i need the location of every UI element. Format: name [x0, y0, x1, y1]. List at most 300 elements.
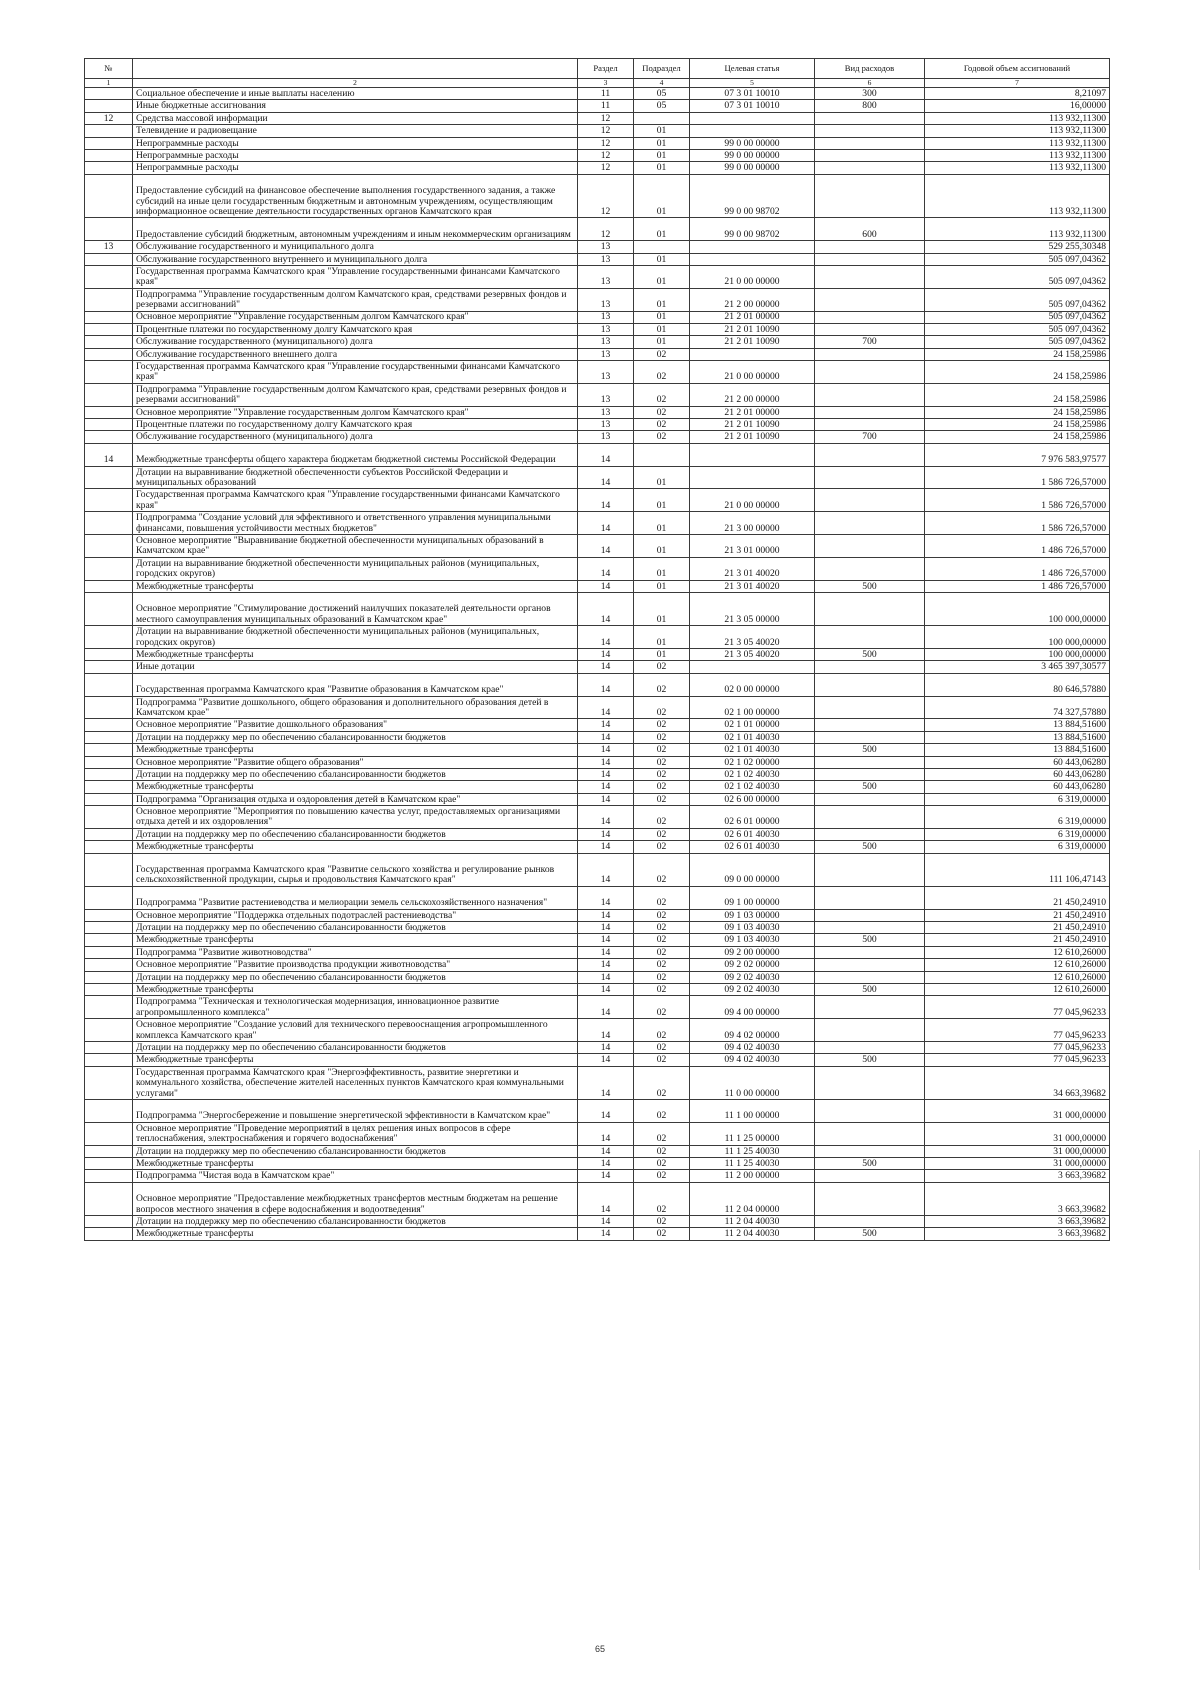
row-section: 14 [578, 909, 634, 921]
row-subsection: 01 [634, 125, 690, 137]
row-amount: 505 097,04362 [925, 288, 1110, 311]
table-row [85, 323, 1110, 335]
row-amount: 6 319,00000 [925, 828, 1110, 840]
row-target: 02 6 00 00000 [690, 793, 815, 805]
row-amount: 6 319,00000 [925, 793, 1110, 805]
row-subsection: 01 [634, 174, 690, 218]
row-exptype [815, 971, 925, 983]
row-section: 14 [578, 886, 634, 909]
row-section: 14 [578, 806, 634, 829]
row-target: 21 2 01 00000 [690, 311, 815, 323]
table-row [85, 1145, 1110, 1157]
row-name: Межбюджетные трансферты [133, 648, 578, 660]
row-section: 13 [578, 288, 634, 311]
header-index: 4 [634, 79, 690, 88]
row-exptype [815, 946, 925, 958]
row-section: 13 [578, 336, 634, 348]
row-target: 21 2 01 10090 [690, 323, 815, 335]
row-target [690, 253, 815, 265]
row-subsection: 02 [634, 661, 690, 673]
row-target: 09 2 02 00000 [690, 959, 815, 971]
row-section: 14 [578, 1228, 634, 1240]
row-target: 11 2 00 00000 [690, 1170, 815, 1182]
row-number [85, 996, 133, 1019]
row-target: 02 1 01 40030 [690, 744, 815, 756]
row-exptype [815, 673, 925, 696]
header-index: 5 [690, 79, 815, 88]
row-exptype: 500 [815, 648, 925, 660]
row-target: 09 1 00 00000 [690, 886, 815, 909]
row-target: 21 3 05 40020 [690, 626, 815, 649]
row-amount: 3 663,39682 [925, 1170, 1110, 1182]
table-row [85, 1228, 1110, 1240]
row-exptype [815, 311, 925, 323]
row-section: 14 [578, 756, 634, 768]
row-target: 09 1 03 40030 [690, 934, 815, 946]
row-exptype [815, 466, 925, 489]
row-amount: 1 586 726,57000 [925, 466, 1110, 489]
row-amount: 505 097,04362 [925, 253, 1110, 265]
row-exptype: 500 [815, 1054, 925, 1066]
row-target: 11 2 04 00000 [690, 1182, 815, 1215]
table-row [85, 288, 1110, 311]
row-section: 12 [578, 112, 634, 124]
table-row [85, 125, 1110, 137]
table-row [85, 959, 1110, 971]
row-exptype [815, 241, 925, 253]
row-number [85, 971, 133, 983]
row-number [85, 886, 133, 909]
table-row [85, 996, 1110, 1019]
row-number [85, 806, 133, 829]
row-subsection: 05 [634, 100, 690, 112]
row-target: 02 1 01 00000 [690, 719, 815, 731]
row-exptype [815, 162, 925, 174]
row-exptype [815, 406, 925, 418]
row-number [85, 828, 133, 840]
table-row [85, 781, 1110, 793]
row-amount: 13 884,51600 [925, 744, 1110, 756]
row-name: Государственная программа Камчатского края "Развитие сельского хозяйства и регулирование рынков сельскохозяйственной продукции, сырья и продовольствия Камчатского края" [133, 853, 578, 886]
row-target: 21 3 05 00000 [690, 593, 815, 626]
row-target [690, 348, 815, 360]
row-number [85, 1066, 133, 1099]
row-name: Дотации на поддержку мер по обеспечению сбалансированности бюджетов [133, 922, 578, 934]
row-section: 14 [578, 793, 634, 805]
row-amount: 77 045,96233 [925, 1041, 1110, 1053]
row-amount: 24 158,25986 [925, 431, 1110, 443]
row-target: 21 3 01 40020 [690, 557, 815, 580]
row-subsection: 01 [634, 265, 690, 288]
row-name: Предоставление субсидий бюджетным, автономным учреждениям и иным некоммерческим организациям [133, 218, 578, 241]
row-subsection: 02 [634, 1182, 690, 1215]
table-row [85, 922, 1110, 934]
row-section: 14 [578, 696, 634, 719]
row-subsection: 02 [634, 996, 690, 1019]
row-section: 14 [578, 535, 634, 558]
row-number [85, 673, 133, 696]
row-name: Дотации на поддержку мер по обеспечению сбалансированности бюджетов [133, 971, 578, 983]
row-exptype [815, 149, 925, 161]
table-row [85, 162, 1110, 174]
row-subsection: 02 [634, 756, 690, 768]
row-target: 02 1 02 00000 [690, 756, 815, 768]
table-row [85, 1066, 1110, 1099]
row-target: 21 2 01 10090 [690, 431, 815, 443]
row-section: 14 [578, 1019, 634, 1042]
table-row [85, 853, 1110, 886]
row-subsection: 02 [634, 431, 690, 443]
row-name: Основное мероприятие "Проведение мероприятий в целях решения иных вопросов в сфере теплоснабжения, электроснабжения и горячего водоснабжения" [133, 1122, 578, 1145]
row-exptype: 500 [815, 580, 925, 592]
row-name: Телевидение и радиовещание [133, 125, 578, 137]
row-name: Дотации на поддержку мер по обеспечению сбалансированности бюджетов [133, 1041, 578, 1053]
row-target: 09 2 02 40030 [690, 984, 815, 996]
row-section: 13 [578, 431, 634, 443]
row-section: 14 [578, 648, 634, 660]
table-row [85, 1019, 1110, 1042]
table-row [85, 580, 1110, 592]
row-amount: 24 158,25986 [925, 419, 1110, 431]
row-section: 13 [578, 348, 634, 360]
row-name: Дотации на выравнивание бюджетной обеспеченности муниципальных районов (муниципальных, городских округов) [133, 626, 578, 649]
row-target: 07 3 01 10010 [690, 88, 815, 100]
row-number [85, 336, 133, 348]
row-amount: 100 000,00000 [925, 593, 1110, 626]
row-number [85, 1054, 133, 1066]
row-amount: 12 610,26000 [925, 959, 1110, 971]
row-name: Обслуживание государственного (муниципального) долга [133, 431, 578, 443]
row-exptype: 500 [815, 841, 925, 853]
row-section: 14 [578, 466, 634, 489]
row-subsection: 01 [634, 162, 690, 174]
row-target: 21 2 00 00000 [690, 383, 815, 406]
row-name: Подпрограмма "Развитие дошкольного, общего образования и дополнительного образования детей в Камчатском крае" [133, 696, 578, 719]
row-exptype [815, 661, 925, 673]
row-target: 11 1 25 00000 [690, 1122, 815, 1145]
table-row [85, 768, 1110, 780]
row-name: Дотации на выравнивание бюджетной обеспеченности муниципальных районов (муниципальных, городских округов) [133, 557, 578, 580]
row-amount: 24 158,25986 [925, 361, 1110, 384]
table-row [85, 946, 1110, 958]
row-amount: 505 097,04362 [925, 265, 1110, 288]
row-subsection: 02 [634, 1157, 690, 1169]
row-name: Подпрограмма "Управление государственным долгом Камчатского края, средствами резервных фондов и резервами ассигнований" [133, 288, 578, 311]
row-name: Процентные платежи по государственному долгу Камчатского края [133, 419, 578, 431]
row-number [85, 1019, 133, 1042]
row-subsection: 02 [634, 909, 690, 921]
table-row [85, 265, 1110, 288]
table-row [85, 828, 1110, 840]
row-section: 14 [578, 1145, 634, 1157]
row-amount: 505 097,04362 [925, 323, 1110, 335]
row-name: Государственная программа Камчатского края "Управление государственными финансами Камчатского края" [133, 361, 578, 384]
row-section: 14 [578, 996, 634, 1019]
row-name: Социальное обеспечение и иные выплаты населению [133, 88, 578, 100]
table-row [85, 112, 1110, 124]
row-subsection: 01 [634, 593, 690, 626]
budget-table [84, 58, 1110, 1241]
table-row [85, 806, 1110, 829]
row-name: Основное мероприятие "Развитие производства продукции животноводства" [133, 959, 578, 971]
row-amount: 31 000,00000 [925, 1122, 1110, 1145]
row-number [85, 909, 133, 921]
row-section: 14 [578, 661, 634, 673]
row-amount: 113 932,11300 [925, 112, 1110, 124]
row-exptype [815, 1019, 925, 1042]
row-number [85, 489, 133, 512]
row-exptype [815, 348, 925, 360]
row-section: 13 [578, 241, 634, 253]
table-row [85, 557, 1110, 580]
table-row [85, 149, 1110, 161]
row-name: Межбюджетные трансферты общего характера бюджетам бюджетной системы Российской Федерации [133, 443, 578, 466]
table-row [85, 1122, 1110, 1145]
row-section: 14 [578, 580, 634, 592]
row-amount: 113 932,11300 [925, 162, 1110, 174]
row-amount: 21 450,24910 [925, 886, 1110, 909]
row-amount: 3 663,39682 [925, 1182, 1110, 1215]
row-subsection: 01 [634, 137, 690, 149]
row-amount: 505 097,04362 [925, 336, 1110, 348]
row-name: Обслуживание государственного (муниципального) долга [133, 336, 578, 348]
row-amount: 1 486 726,57000 [925, 535, 1110, 558]
row-amount: 24 158,25986 [925, 348, 1110, 360]
row-subsection: 02 [634, 1041, 690, 1053]
row-section: 14 [578, 1122, 634, 1145]
row-name: Межбюджетные трансферты [133, 744, 578, 756]
row-name: Государственная программа Камчатского края "Развитие образования в Камчатском крае" [133, 673, 578, 696]
row-number [85, 535, 133, 558]
row-target: 09 4 00 00000 [690, 996, 815, 1019]
table-row [85, 489, 1110, 512]
row-name: Дотации на поддержку мер по обеспечению сбалансированности бюджетов [133, 1145, 578, 1157]
row-subsection: 01 [634, 580, 690, 592]
row-target: 11 1 00 00000 [690, 1099, 815, 1122]
row-exptype [815, 288, 925, 311]
row-number: 14 [85, 443, 133, 466]
row-target: 11 2 04 40030 [690, 1228, 815, 1240]
row-name: Обслуживание государственного внутреннего и муниципального долга [133, 253, 578, 265]
row-exptype: 500 [815, 984, 925, 996]
row-exptype [815, 125, 925, 137]
row-amount: 12 610,26000 [925, 971, 1110, 983]
row-target: 21 0 00 00000 [690, 265, 815, 288]
row-section: 14 [578, 593, 634, 626]
table-row [85, 241, 1110, 253]
table-row [85, 696, 1110, 719]
row-target: 09 2 00 00000 [690, 946, 815, 958]
table-row [85, 1054, 1110, 1066]
row-subsection: 02 [634, 971, 690, 983]
table-row [85, 756, 1110, 768]
row-target [690, 125, 815, 137]
row-number [85, 922, 133, 934]
header-index: 2 [133, 79, 578, 88]
row-subsection [634, 241, 690, 253]
row-amount: 77 045,96233 [925, 1019, 1110, 1042]
row-exptype [815, 806, 925, 829]
row-number [85, 431, 133, 443]
row-number [85, 744, 133, 756]
table-row [85, 218, 1110, 241]
row-name: Обслуживание государственного внешнего долга [133, 348, 578, 360]
row-number [85, 1122, 133, 1145]
row-exptype [815, 1099, 925, 1122]
row-number [85, 841, 133, 853]
row-exptype [815, 1145, 925, 1157]
row-exptype [815, 1215, 925, 1227]
row-amount: 31 000,00000 [925, 1157, 1110, 1169]
row-number: 12 [85, 112, 133, 124]
row-subsection: 01 [634, 149, 690, 161]
row-section: 14 [578, 828, 634, 840]
row-name: Основное мероприятие "Развитие дошкольного образования" [133, 719, 578, 731]
row-subsection: 02 [634, 419, 690, 431]
row-section: 14 [578, 781, 634, 793]
table-row [85, 626, 1110, 649]
row-target: 99 0 00 00000 [690, 149, 815, 161]
row-exptype [815, 626, 925, 649]
row-amount: 100 000,00000 [925, 626, 1110, 649]
row-number [85, 731, 133, 743]
row-number [85, 311, 133, 323]
row-subsection: 02 [634, 768, 690, 780]
row-subsection: 02 [634, 781, 690, 793]
row-subsection: 02 [634, 828, 690, 840]
row-amount: 529 255,30348 [925, 241, 1110, 253]
header-index-row [85, 79, 1110, 88]
row-name: Подпрограмма "Энергосбережение и повышение энергетической эффективности в Камчатском крае" [133, 1099, 578, 1122]
header-amount: Годовой объем ассигнований [925, 59, 1110, 79]
row-name: Межбюджетные трансферты [133, 781, 578, 793]
row-number [85, 361, 133, 384]
row-target [690, 661, 815, 673]
row-exptype [815, 112, 925, 124]
table-row [85, 909, 1110, 921]
row-exptype: 500 [815, 1228, 925, 1240]
table-row [85, 719, 1110, 731]
row-exptype [815, 886, 925, 909]
row-exptype: 500 [815, 781, 925, 793]
row-target: 02 1 02 40030 [690, 781, 815, 793]
row-exptype [815, 383, 925, 406]
row-section: 13 [578, 406, 634, 418]
row-target: 02 6 01 40030 [690, 841, 815, 853]
row-amount: 6 319,00000 [925, 806, 1110, 829]
row-exptype [815, 1066, 925, 1099]
row-target: 09 4 02 40030 [690, 1041, 815, 1053]
row-subsection: 01 [634, 512, 690, 535]
row-amount: 12 610,26000 [925, 984, 1110, 996]
table-row [85, 361, 1110, 384]
row-amount: 7 976 583,97577 [925, 443, 1110, 466]
row-exptype [815, 1041, 925, 1053]
row-target [690, 443, 815, 466]
row-subsection: 02 [634, 1019, 690, 1042]
row-amount: 13 884,51600 [925, 731, 1110, 743]
row-subsection: 02 [634, 1145, 690, 1157]
row-target: 11 1 25 40030 [690, 1145, 815, 1157]
table-row [85, 88, 1110, 100]
row-exptype [815, 1122, 925, 1145]
row-target: 21 3 05 40020 [690, 648, 815, 660]
row-amount: 6 319,00000 [925, 841, 1110, 853]
row-subsection: 02 [634, 1099, 690, 1122]
row-subsection: 02 [634, 673, 690, 696]
row-amount: 31 000,00000 [925, 1145, 1110, 1157]
row-subsection: 01 [634, 466, 690, 489]
row-section: 14 [578, 512, 634, 535]
header-index: 7 [925, 79, 1110, 88]
row-amount: 1 586 726,57000 [925, 489, 1110, 512]
table-row [85, 137, 1110, 149]
row-subsection [634, 112, 690, 124]
row-subsection: 02 [634, 731, 690, 743]
row-number [85, 88, 133, 100]
row-name: Государственная программа Камчатского края "Управление государственными финансами Камчатского края" [133, 265, 578, 288]
row-number [85, 348, 133, 360]
row-section: 14 [578, 1182, 634, 1215]
row-number [85, 853, 133, 886]
header-row [85, 59, 1110, 79]
row-exptype [815, 361, 925, 384]
row-subsection: 02 [634, 1215, 690, 1227]
row-target: 21 2 00 00000 [690, 288, 815, 311]
row-number [85, 162, 133, 174]
row-target: 02 1 00 00000 [690, 696, 815, 719]
table-row [85, 348, 1110, 360]
row-section: 14 [578, 922, 634, 934]
table-row [85, 253, 1110, 265]
table-row [85, 535, 1110, 558]
row-section: 14 [578, 1157, 634, 1169]
row-exptype [815, 593, 925, 626]
table-row [85, 174, 1110, 218]
header-name [133, 59, 578, 79]
row-amount: 16,00000 [925, 100, 1110, 112]
row-exptype [815, 1182, 925, 1215]
row-number [85, 719, 133, 731]
row-number [85, 1228, 133, 1240]
row-exptype: 300 [815, 88, 925, 100]
row-amount: 12 610,26000 [925, 946, 1110, 958]
row-amount: 74 327,57880 [925, 696, 1110, 719]
row-exptype [815, 909, 925, 921]
table-row [85, 1157, 1110, 1169]
row-amount: 60 443,06280 [925, 781, 1110, 793]
row-number [85, 466, 133, 489]
row-name: Основное мероприятие "Поддержка отдельных подотраслей растениеводства" [133, 909, 578, 921]
row-number [85, 756, 133, 768]
row-target: 09 2 02 40030 [690, 971, 815, 983]
row-section: 14 [578, 731, 634, 743]
header-exptype: Вид расходов [815, 59, 925, 79]
row-amount: 111 106,47143 [925, 853, 1110, 886]
row-exptype [815, 512, 925, 535]
row-number [85, 419, 133, 431]
row-subsection: 02 [634, 406, 690, 418]
row-subsection: 02 [634, 1054, 690, 1066]
row-number [85, 661, 133, 673]
row-exptype [815, 489, 925, 512]
row-amount: 1 486 726,57000 [925, 557, 1110, 580]
row-name: Процентные платежи по государственному долгу Камчатского края [133, 323, 578, 335]
row-number [85, 253, 133, 265]
table-row [85, 661, 1110, 673]
row-exptype [815, 853, 925, 886]
row-amount: 60 443,06280 [925, 768, 1110, 780]
